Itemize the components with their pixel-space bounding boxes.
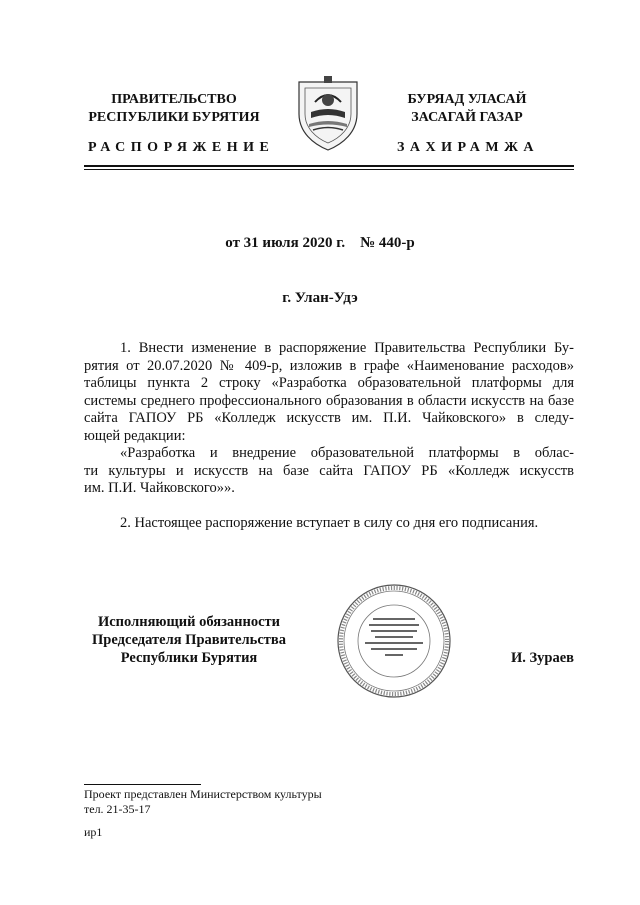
paragraph-1-text: рятия от 20.07.2020 № 409-р, изложив в графе «Наименование расходов» таблицы пункта 2 строку «Разработка образовательной платформы для системы среднего профессионального образования в области искусств на базе сайта ГАПОУ РБ «Колледж искусств им. П.И. Чайковского» в следу- (84, 357, 574, 426)
quote-middle-line: ти культуры и искусств на базе сайта ГАПОУ РБ «Колледж искусств (84, 462, 574, 479)
signatory-title-line1: Исполняющий обязанности (97, 614, 281, 630)
gov-name-bur-line1: БУРЯАД УЛАСАЙ (407, 92, 527, 107)
signatory-title-line2: Председателя Правительства (92, 632, 286, 648)
footer-divider (84, 784, 201, 785)
header-dotted-line (84, 173, 574, 176)
date-and-number: от 31 июля 2020 г. № 440-р (225, 235, 415, 251)
quote-first-line: «Разработка и внедрение образовательной платформы в облас- (120, 445, 574, 461)
footer-code: ир1 (84, 825, 103, 839)
doc-type-russian: РАСПОРЯЖЕНИЕ (88, 140, 275, 155)
quote-last-line: им. П.И. Чайковского»». (84, 480, 235, 496)
gov-name-buryat (392, 91, 542, 127)
signatory-name: И. Зураев (510, 650, 574, 666)
paragraph-1-first-line: 1. Внести изменение в распоряжение Правительства Республики Бу- (120, 340, 574, 356)
gov-name-bur-line2: ЗАСАГАЙ ГАЗАР (411, 110, 523, 125)
coat-of-arms-icon (293, 72, 363, 152)
official-stamp (335, 582, 453, 700)
footer-phone: тел. 21-35-17 (84, 802, 151, 816)
header-divider-thin (84, 169, 574, 170)
paragraph-2: 2. Настоящее распоряжение вступает в силу со дня его подписания. (120, 514, 539, 531)
paragraph-1-last-line: ющей редакции: (84, 427, 186, 444)
gov-name-ru-line1: ПРАВИТЕЛЬСТВО (111, 92, 237, 107)
gov-name-ru-line2: РЕСПУБЛИКИ БУРЯТИЯ (88, 110, 260, 125)
header-divider-thick (84, 165, 574, 167)
city: г. Улан-Удэ (282, 290, 358, 306)
document-body (84, 340, 574, 532)
signatory-title-line3: Республики Бурятия (120, 650, 258, 666)
footer-prepared-by: Проект представлен Министерством культуры (84, 787, 322, 801)
doc-type-buryat: ЗАХИРАМЖА (397, 140, 540, 155)
gov-name-russian (84, 91, 264, 127)
signatory-title (84, 613, 294, 667)
